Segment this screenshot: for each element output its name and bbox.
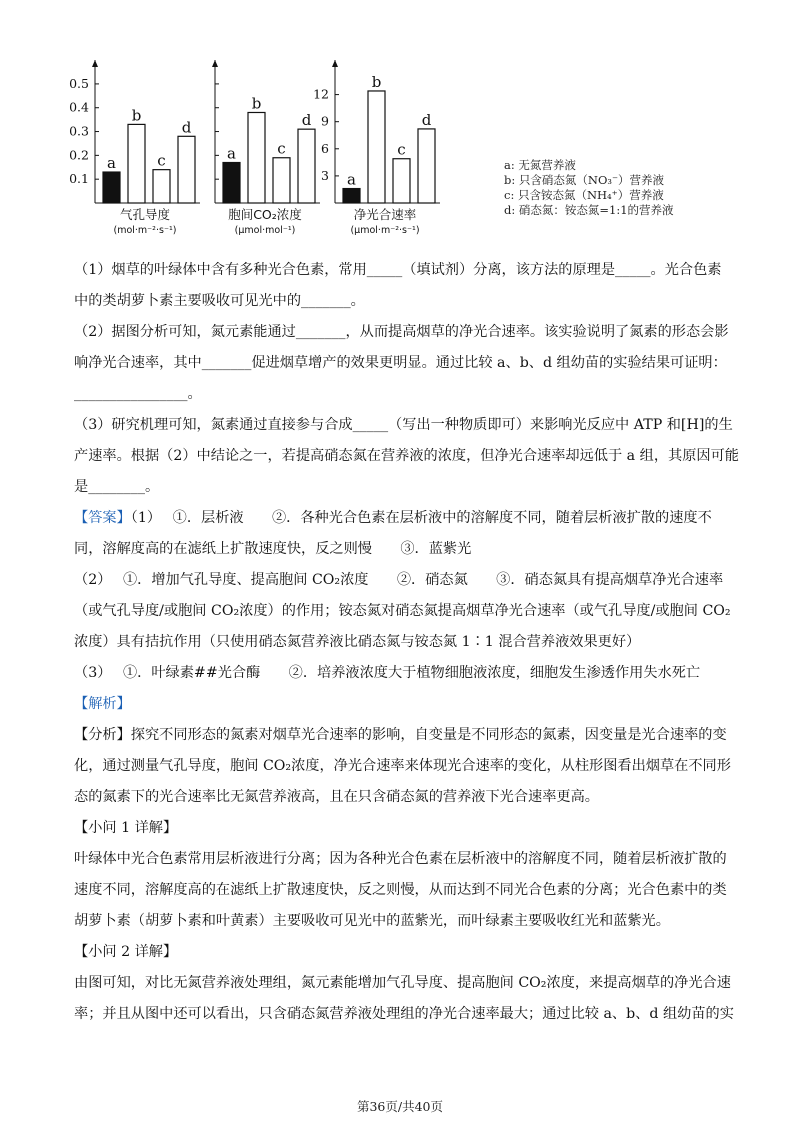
analysis-line-2: 化，通过测量气孔导度，胞间 CO₂浓度，净光合速率来体现光合速率的变化，从柱形图看出烟草在不同形 [74, 758, 731, 774]
bar-d [178, 136, 195, 203]
bar-a [223, 163, 240, 203]
subq2-heading: 【小问 2 详解】 [74, 944, 178, 960]
legend-item-d: d: 硝态氮：铵态氮=1:1的营养液 [504, 203, 674, 217]
answer-line-4: （或气孔导度/或胞间 CO₂浓度）的作用；铵态氮对硝态氮提高烟草净光合速率（或气孔导度/或胞间 CO₂ [74, 603, 731, 619]
x-axis-unit-2: (μmol·mol⁻¹) [234, 225, 296, 236]
legend-item-c: c: 只含铵态氮（NH₄⁺）营养液 [504, 188, 664, 202]
bar-label-a: a [227, 144, 236, 163]
bar-b [248, 112, 265, 203]
x-axis-title-1: 气孔导度 [119, 207, 171, 222]
chart-legend [504, 158, 674, 218]
legend-item-b: b: 只含硝态氮（NO₃⁻）营养液 [504, 173, 665, 187]
answer-line-5: 浓度）具有拮抗作用（只使用硝态氮营养液比硝态氮与铵态氮 1∶1 混合营养液效果更好） [74, 634, 641, 650]
subq1-line-1: 叶绿体中光合色素常用层析液进行分离；因为各种光合色素在层析液中的溶解度不同，随着层析液扩散的 [74, 851, 727, 867]
bar-a [103, 172, 120, 203]
bar-label-d: d [301, 111, 312, 130]
answer-text [74, 510, 712, 526]
bar-label-d: d [421, 110, 432, 129]
bar-label-c: c [157, 151, 166, 170]
answer-line-6: （3） ①．叶绿素##光合酶 ②．培养液浓度大于植物细胞液浓度，细胞发生渗透作用失水死亡 [74, 665, 701, 681]
y-tick-label: 0.1 [69, 171, 89, 187]
bar-label-b: b [371, 72, 382, 91]
subq1-heading: 【小问 1 详解】 [74, 820, 178, 836]
q3-line-1: （3）研究机理可知，氮素通过直接参与合成_____（写出一种物质即可）来影响光反应中 ATP 和[H]的生 [74, 417, 733, 433]
y-tick-label: 9 [321, 113, 329, 129]
bar-d [418, 129, 435, 203]
y-axis-arrow-1 [92, 60, 98, 67]
subq1-line-3: 胡萝卜素（胡萝卜素和叶黄素）主要吸收可见光中的蓝紫光，而叶绿素主要吸收红光和蓝紫光。 [74, 913, 670, 929]
subq2-line-2: 率；并且从图中还可以看出，只含硝态氮营养液处理组的净光合速率最大；通过比较 a、b、d 组幼苗的实 [74, 1006, 734, 1022]
bar-a [343, 189, 360, 203]
q1-line-2: 中的类胡萝卜素主要吸收可见光中的_______。 [74, 293, 365, 309]
bar-label-b: b [131, 106, 142, 125]
answer-line-2: 同，溶解度高的在滤纸上扩散速度快，反之则慢 ③．蓝紫光 [74, 541, 472, 557]
y-axis-arrow-2 [212, 60, 218, 67]
q2-line-2: 响净光合速率，其中_______促进烟草增产的效果更明显。通过比较 a、b、d 组幼苗的实验结果可证明： [74, 355, 727, 371]
legend-item-a: a: 无氮营养液 [504, 158, 576, 172]
analysis-line-3: 态的氮素下的光合速率比无氮营养液高，且在只含硝态氮的营养液下光合速率更高。 [74, 789, 599, 805]
bar-c [273, 158, 290, 203]
bar-label-a: a [107, 154, 116, 173]
answer-tag: 【答案】 [74, 510, 131, 526]
bar-d [298, 129, 315, 203]
q3-line-2: 产速率。根据（2）中结论之一，若提高硝态氮在营养液的浓度，但净光合速率却远低于 a 组，其原因可能 [74, 448, 739, 464]
bar-charts [60, 50, 680, 250]
q1-line-1: （1）烟草的叶绿体中含有多种光合色素，常用_____（填试剂）分离，该方法的原理是_____。光合色素 [74, 262, 722, 278]
y-tick-label: 6 [321, 140, 329, 156]
y-tick-label: 0.2 [69, 147, 89, 163]
chart-figure [60, 50, 680, 250]
bar-b [368, 91, 385, 203]
q2-line-3: ________________。 [74, 386, 202, 402]
bar-c [393, 159, 410, 203]
analysis-heading: 【解析】 [74, 696, 131, 712]
bar-b [128, 124, 145, 203]
y-tick-label: 12 [313, 86, 329, 102]
bar-label-d: d [181, 118, 192, 137]
bar-c [153, 170, 170, 203]
bar-label-c: c [277, 139, 286, 158]
bar-label-b: b [251, 94, 262, 113]
y-axis-arrow-3 [332, 60, 338, 67]
q3-line-3: 是________。 [74, 479, 160, 495]
x-axis-title-2: 胞间CO₂浓度 [228, 207, 302, 222]
y-tick-label: 0.3 [69, 123, 89, 139]
subq1-line-2: 速度不同，溶解度高的在滤纸上扩散速度快，反之则慢，从而达到不同光合色素的分离；光合色素中的类 [74, 882, 727, 898]
analysis-line-1: 【分析】探究不同形态的氮素对烟草光合速率的影响，自变量是不同形态的氮素，因变量是光合速率的变 [74, 727, 727, 743]
x-axis-title-3: 净光合速率 [353, 207, 417, 222]
y-tick-label: 0.4 [69, 99, 89, 115]
bar-label-c: c [397, 140, 406, 159]
x-axis-unit-1: (mol·m⁻²·s⁻¹) [113, 225, 177, 236]
bar-label-a: a [347, 170, 356, 189]
y-tick-label: 3 [321, 167, 329, 183]
answer-line-3: （2） ①．增加气孔导度、提高胞间 CO₂浓度 ②．硝态氮 ③．硝态氮具有提高烟草净光合速率 [74, 572, 724, 588]
answer-line-1 [74, 508, 736, 528]
answer-body: （1） ①．层析液 ②．各种光合色素在层析液中的溶解度不同，随着层析液扩散的速度不 [130, 510, 712, 526]
x-axis-unit-3: (μmol·m⁻²·s⁻¹) [350, 225, 420, 236]
page-footer: 第36页/共40页 [356, 1099, 444, 1114]
y-tick-label: 0.5 [69, 75, 89, 91]
subq2-line-1: 由图可知，对比无氮营养液处理组，氮元素能增加气孔导度、提高胞间 CO₂浓度，来提高烟草的净光合速 [74, 975, 731, 991]
q2-line-1: （2）据图分析可知，氮元素能通过_______，从而提高烟草的净光合速率。该实验说明了氮素的形态会影 [74, 324, 729, 340]
